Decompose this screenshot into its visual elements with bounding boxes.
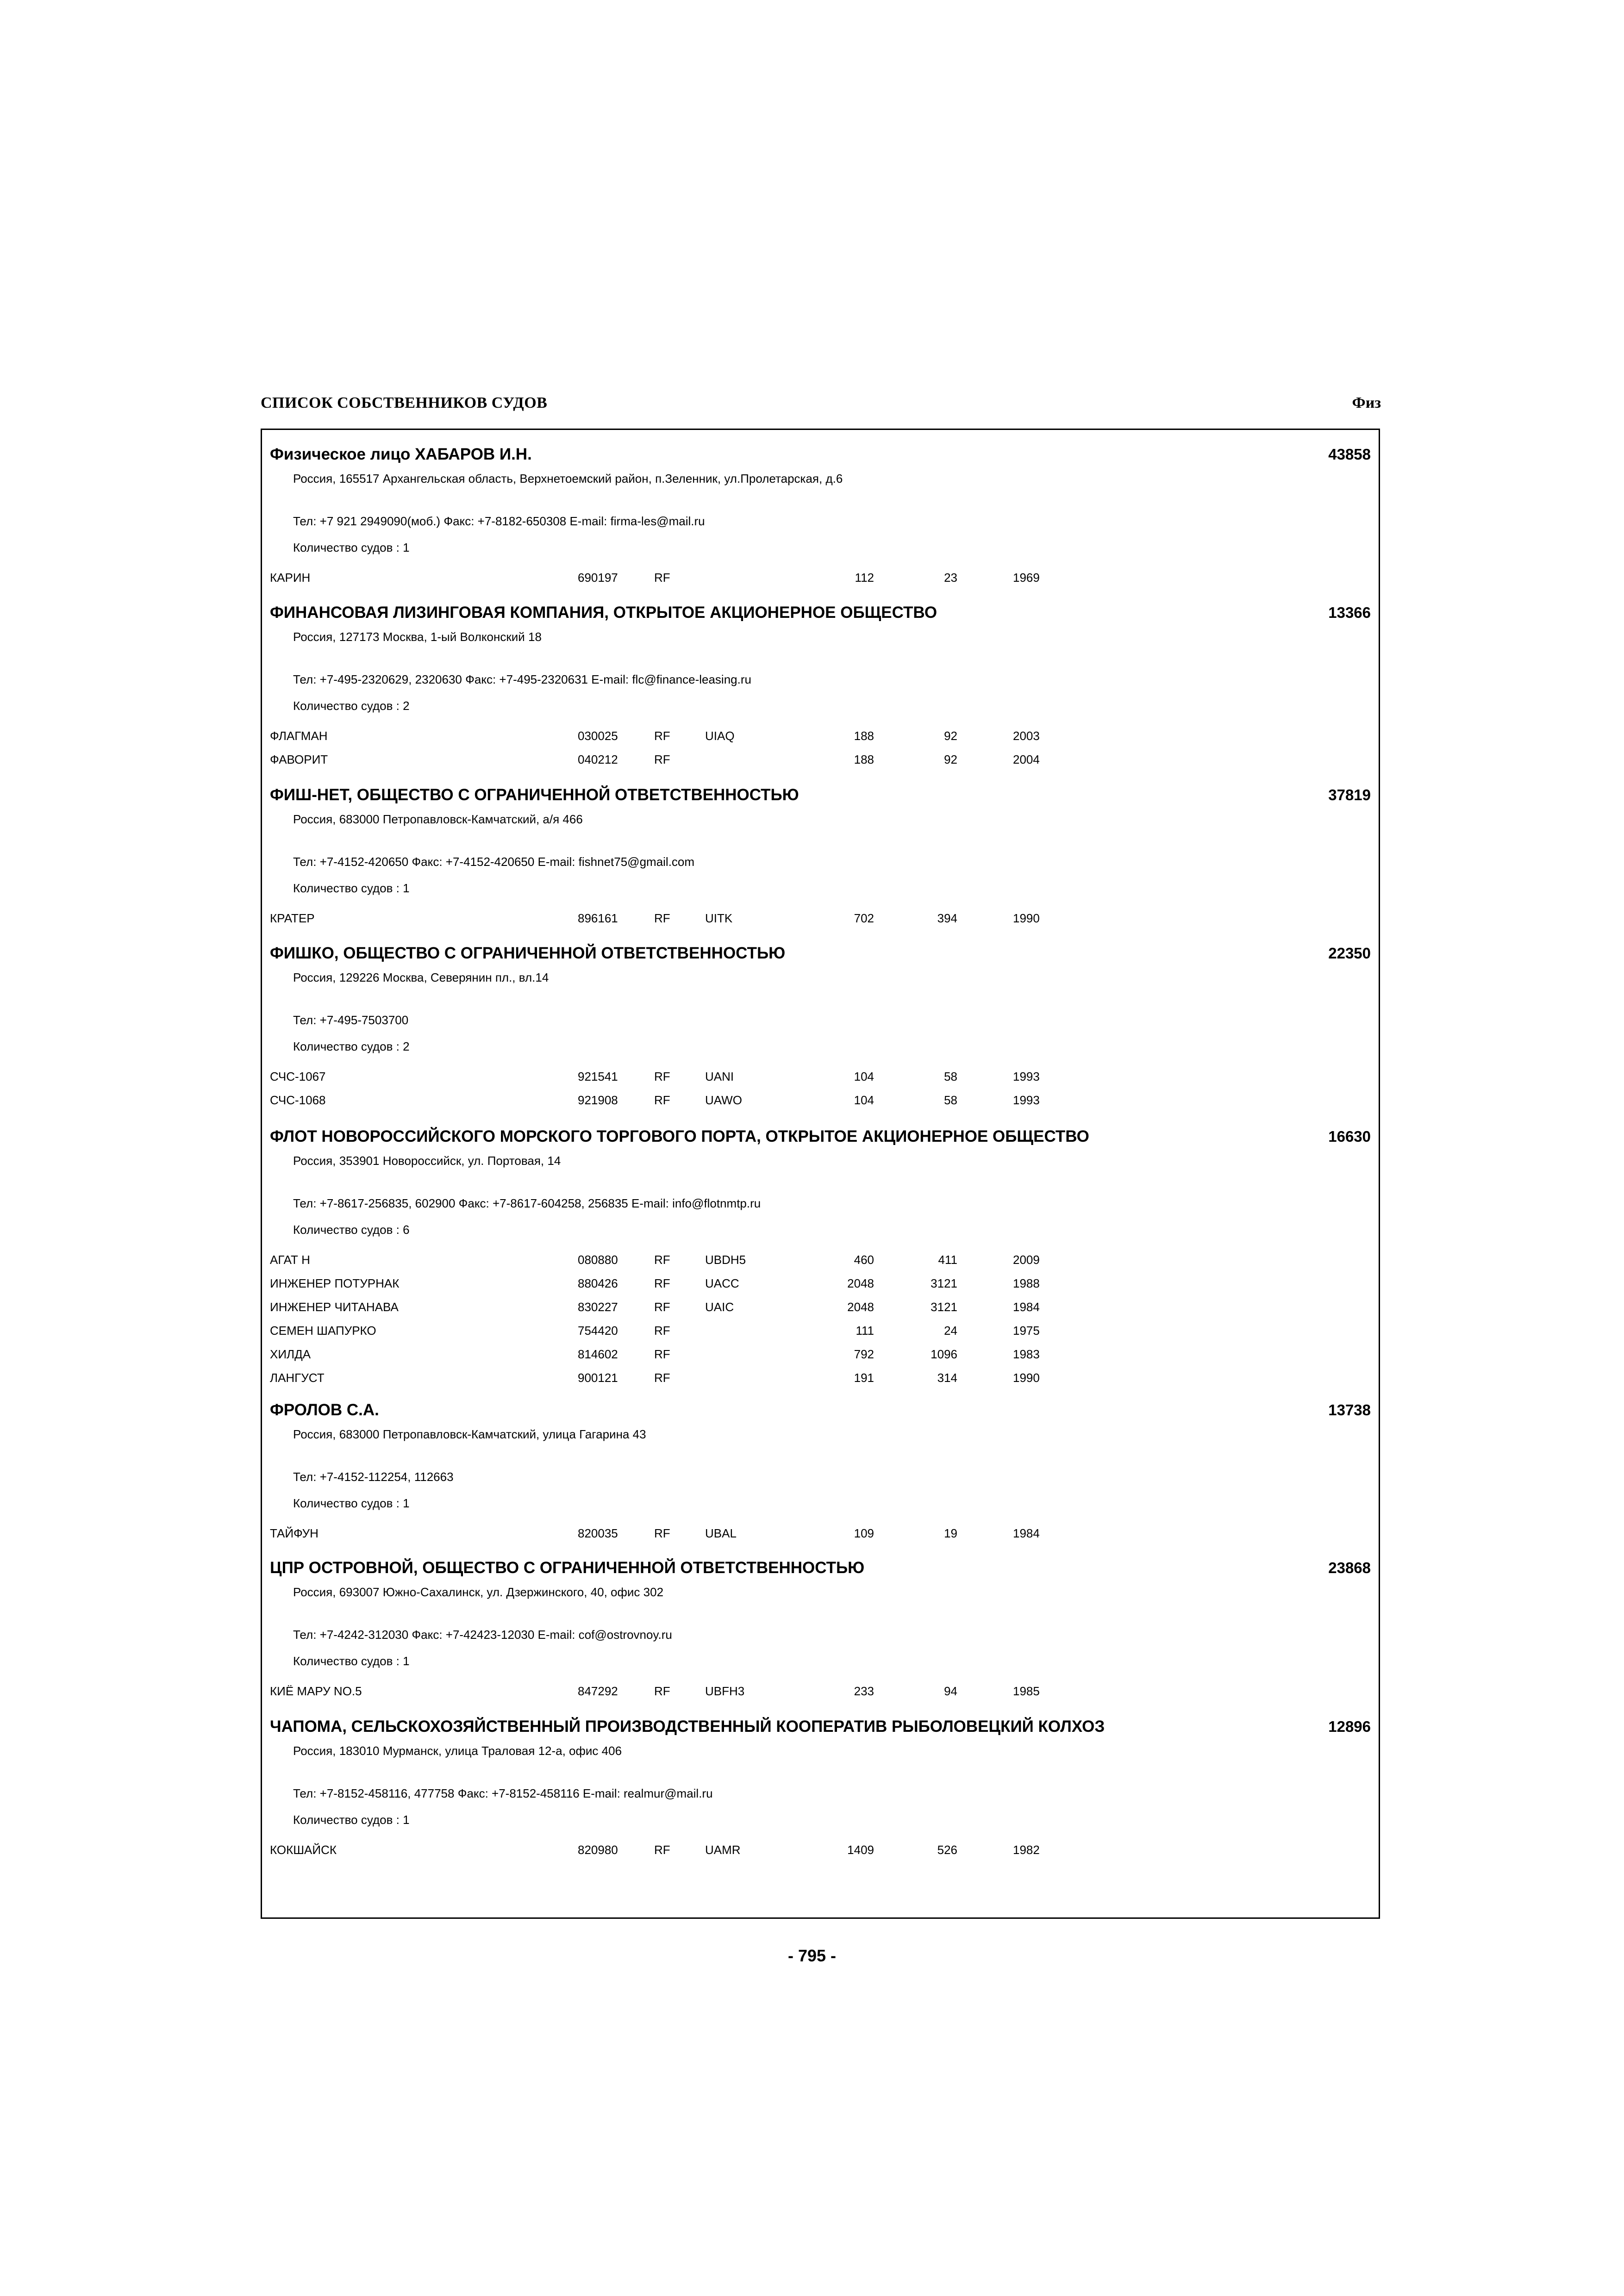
vessel-dw: 411 xyxy=(938,1253,957,1267)
vessel-count: Количество судов : 2 xyxy=(293,1039,410,1053)
vessel-call: UANI xyxy=(705,1070,734,1083)
vessel-count: Количество судов : 1 xyxy=(293,1813,410,1827)
vessel-dw: 92 xyxy=(944,729,957,743)
vessel-dw: 94 xyxy=(944,1684,957,1698)
vessel-year: 1993 xyxy=(1013,1070,1040,1083)
owner-contacts: Тел: +7 921 2949090(моб.) Факс: +7-8182-650308 E-mail: firma-les@mail.ru xyxy=(293,514,705,528)
vessel-year: 1990 xyxy=(1013,911,1040,925)
vessel-count: Количество судов : 1 xyxy=(293,881,410,895)
vessel-dw: 314 xyxy=(937,1371,957,1385)
vessel-year: 1988 xyxy=(1013,1276,1040,1290)
vessel-year: 2003 xyxy=(1013,729,1040,743)
vessel-name: КРАТЕР xyxy=(270,911,315,925)
owner-name: ФРОЛОВ С.А. xyxy=(270,1401,379,1419)
vessel-gt: 112 xyxy=(855,571,874,585)
vessel-count: Количество судов : 1 xyxy=(293,541,410,554)
vessel-name: КИЁ МАРУ NO.5 xyxy=(270,1684,362,1698)
vessel-flag: RF xyxy=(654,1070,670,1083)
vessel-gt: 2048 xyxy=(847,1276,874,1290)
vessel-call: UAMR xyxy=(705,1843,741,1857)
vessel-gt: 188 xyxy=(854,753,874,766)
owner-name: ФЛОТ НОВОРОССИЙСКОГО МОРСКОГО ТОРГОВОГО ПОРТА, ОТКРЫТОЕ АКЦИОНЕРНОЕ ОБЩЕСТВО xyxy=(270,1127,1089,1145)
owner-name: ЧАПОМА, СЕЛЬСКОХОЗЯЙСТВЕННЫЙ ПРОИЗВОДСТВЕННЫЙ КООПЕРАТИВ РЫБОЛОВЕЦКИЙ КОЛХОЗ xyxy=(270,1717,1105,1736)
owner-name: ЦПР ОСТРОВНОЙ, ОБЩЕСТВО С ОГРАНИЧЕННОЙ ОТВЕТСТВЕННОСТЬЮ xyxy=(270,1559,865,1577)
vessel-imo: 690197 xyxy=(578,571,618,585)
vessel-name: ФАВОРИТ xyxy=(270,753,328,766)
vessel-name: ХИЛДА xyxy=(270,1347,311,1361)
vessel-name: ЛАНГУСТ xyxy=(270,1371,325,1385)
owner-heading xyxy=(270,603,1371,623)
vessel-flag: RF xyxy=(654,1843,670,1857)
vessel-name: ИНЖЕНЕР ПОТУРНАК xyxy=(270,1276,400,1290)
owner-contacts: Тел: +7-8152-458116, 477758 Факс: +7-8152-458116 E-mail: realmur@mail.ru xyxy=(293,1786,713,1800)
vessel-dw: 58 xyxy=(944,1070,957,1083)
vessel-dw: 394 xyxy=(937,911,957,925)
vessel-flag: RF xyxy=(654,1253,670,1267)
vessel-imo: 880426 xyxy=(578,1276,618,1290)
owner-id: 43858 xyxy=(1328,446,1371,463)
vessel-gt: 233 xyxy=(854,1684,874,1698)
owner-contacts: Тел: +7-495-2320629, 2320630 Факс: +7-495-2320631 E-mail: flc@finance-leasing.ru xyxy=(293,672,751,686)
owner-address: Россия, 129226 Москва, Северянин пл., вл.14 xyxy=(293,971,549,984)
owner-heading xyxy=(270,1126,1371,1147)
owner-id: 16630 xyxy=(1328,1128,1371,1145)
vessel-count: Количество судов : 2 xyxy=(293,699,410,713)
vessel-dw: 24 xyxy=(944,1324,957,1338)
vessel-gt: 111 xyxy=(856,1324,874,1338)
owner-contacts: Тел: +7-8617-256835, 602900 Факс: +7-8617-604258, 256835 E-mail: info@flotnmtp.ru xyxy=(293,1196,761,1210)
vessel-name: СЕМЕН ШАПУРКО xyxy=(270,1324,376,1338)
page-title: СПИСОК СОБСТВЕННИКОВ СУДОВ xyxy=(261,394,548,411)
owner-name: ФИНАНСОВАЯ ЛИЗИНГОВАЯ КОМПАНИЯ, ОТКРЫТОЕ АКЦИОНЕРНОЕ ОБЩЕСТВО xyxy=(270,604,937,622)
vessel-dw: 3121 xyxy=(931,1276,957,1290)
vessel-call: UBAL xyxy=(705,1526,737,1540)
vessel-imo: 030025 xyxy=(578,729,618,743)
vessel-dw: 1096 xyxy=(931,1347,957,1361)
vessel-gt: 1409 xyxy=(847,1843,874,1857)
owner-address: Россия, 183010 Мурманск, улица Траловая 12-а, офис 406 xyxy=(293,1744,622,1758)
vessel-flag: RF xyxy=(654,911,670,925)
vessel-year: 1984 xyxy=(1013,1300,1040,1314)
vessel-imo: 830227 xyxy=(578,1300,618,1314)
vessel-imo: 754420 xyxy=(578,1324,618,1338)
vessel-gt: 2048 xyxy=(847,1300,874,1314)
owner-contacts: Тел: +7-4152-420650 Факс: +7-4152-420650 E-mail: fishnet75@gmail.com xyxy=(293,855,695,869)
vessel-year: 1975 xyxy=(1013,1324,1040,1338)
vessel-name: КАРИН xyxy=(270,571,311,585)
owner-heading xyxy=(270,785,1371,805)
owner-address: Россия, 353901 Новороссийск, ул. Портовая, 14 xyxy=(293,1154,561,1168)
vessel-call: UBDH5 xyxy=(705,1253,746,1267)
owner-name: ФИШКО, ОБЩЕСТВО С ОГРАНИЧЕННОЙ ОТВЕТСТВЕННОСТЬЮ xyxy=(270,944,786,962)
vessel-flag: RF xyxy=(654,753,670,766)
vessel-flag: RF xyxy=(654,1526,670,1540)
vessel-imo: 921541 xyxy=(578,1070,618,1083)
vessel-year: 1982 xyxy=(1013,1843,1040,1857)
vessel-count: Количество судов : 1 xyxy=(293,1654,410,1668)
vessel-flag: RF xyxy=(654,1371,670,1385)
vessel-count: Количество судов : 1 xyxy=(293,1496,410,1510)
vessel-flag: RF xyxy=(654,571,670,585)
owner-id: 12896 xyxy=(1328,1718,1371,1735)
vessel-gt: 104 xyxy=(854,1093,874,1107)
vessel-flag: RF xyxy=(654,1093,670,1107)
vessel-imo: 921908 xyxy=(578,1093,618,1107)
vessel-call: UAWO xyxy=(705,1093,742,1107)
vessel-imo: 040212 xyxy=(578,753,618,766)
vessel-imo: 847292 xyxy=(578,1684,618,1698)
vessel-name: АГАТ Н xyxy=(270,1253,310,1267)
owner-address: Россия, 683000 Петропавловск-Камчатский, а/я 466 xyxy=(293,812,583,826)
vessel-flag: RF xyxy=(654,729,670,743)
vessel-name: СЧС-1067 xyxy=(270,1070,326,1083)
owner-heading xyxy=(270,444,1371,465)
vessel-year: 1985 xyxy=(1013,1684,1040,1698)
owner-address: Россия, 693007 Южно-Сахалинск, ул. Дзержинского, 40, офис 302 xyxy=(293,1585,664,1599)
vessel-call: UITK xyxy=(705,911,733,925)
vessel-call: UBFH3 xyxy=(705,1684,745,1698)
vessel-imo: 820980 xyxy=(578,1843,618,1857)
owners-list xyxy=(261,429,1380,1919)
owner-heading xyxy=(270,1717,1371,1737)
vessel-gt: 109 xyxy=(854,1526,874,1540)
vessel-imo: 814602 xyxy=(578,1347,618,1361)
vessel-flag: RF xyxy=(654,1347,670,1361)
owner-id: 13738 xyxy=(1328,1401,1371,1419)
vessel-gt: 792 xyxy=(854,1347,874,1361)
vessel-name: ТАЙФУН xyxy=(270,1526,319,1540)
vessel-dw: 23 xyxy=(944,571,957,585)
vessel-gt: 460 xyxy=(854,1253,874,1267)
owner-id: 13366 xyxy=(1328,604,1371,621)
vessel-imo: 896161 xyxy=(578,911,618,925)
vessel-gt: 104 xyxy=(854,1070,874,1083)
owner-heading xyxy=(270,943,1371,964)
owner-heading xyxy=(270,1400,1371,1420)
vessel-flag: RF xyxy=(654,1684,670,1698)
vessel-flag: RF xyxy=(654,1300,670,1314)
vessel-dw: 19 xyxy=(944,1526,957,1540)
vessel-imo: 900121 xyxy=(578,1371,618,1385)
owner-address: Россия, 127173 Москва, 1-ый Волконский 18 xyxy=(293,630,542,644)
vessel-year: 2009 xyxy=(1013,1253,1040,1267)
vessel-year: 1993 xyxy=(1013,1093,1040,1107)
section-tag: Физ xyxy=(1352,394,1381,411)
vessel-dw: 92 xyxy=(944,753,957,766)
vessel-gt: 191 xyxy=(854,1371,874,1385)
owner-heading xyxy=(270,1558,1371,1578)
vessel-flag: RF xyxy=(654,1324,670,1338)
vessel-call: UAIC xyxy=(705,1300,734,1314)
owner-contacts: Тел: +7-4242-312030 Факс: +7-42423-12030 E-mail: cof@ostrovnoy.ru xyxy=(293,1628,672,1642)
vessel-name: КОКШАЙСК xyxy=(270,1843,337,1857)
vessel-name: ФЛАГМАН xyxy=(270,729,328,743)
vessel-gt: 188 xyxy=(854,729,874,743)
vessel-year: 1969 xyxy=(1013,571,1040,585)
owner-name: Физическое лицо ХАБАРОВ И.Н. xyxy=(270,445,532,463)
vessel-year: 1983 xyxy=(1013,1347,1040,1361)
vessel-dw: 526 xyxy=(937,1843,957,1857)
vessel-imo: 820035 xyxy=(578,1526,618,1540)
owner-address: Россия, 165517 Архангельская область, Верхнетоемский район, п.Зеленник, ул.Пролетарская, д.6 xyxy=(293,472,843,485)
owner-id: 23868 xyxy=(1328,1559,1371,1576)
vessel-call: UIAQ xyxy=(705,729,735,743)
owner-name: ФИШ-НЕТ, ОБЩЕСТВО С ОГРАНИЧЕННОЙ ОТВЕТСТВЕННОСТЬЮ xyxy=(270,786,799,804)
owner-contacts: Тел: +7-495-7503700 xyxy=(293,1013,409,1027)
owner-contacts: Тел: +7-4152-112254, 112663 xyxy=(293,1470,454,1484)
vessel-call: UACC xyxy=(705,1276,739,1290)
vessel-name: СЧС-1068 xyxy=(270,1093,326,1107)
vessel-year: 1990 xyxy=(1013,1371,1040,1385)
vessel-flag: RF xyxy=(654,1276,670,1290)
vessel-dw: 3121 xyxy=(931,1300,957,1314)
owner-address: Россия, 683000 Петропавловск-Камчатский, улица Гагарина 43 xyxy=(293,1427,646,1441)
vessel-dw: 58 xyxy=(944,1093,957,1107)
owner-id: 22350 xyxy=(1328,945,1371,962)
vessel-year: 1984 xyxy=(1013,1526,1040,1540)
vessel-year: 2004 xyxy=(1013,753,1040,766)
vessel-gt: 702 xyxy=(854,911,874,925)
owner-id: 37819 xyxy=(1328,786,1371,803)
vessel-name: ИНЖЕНЕР ЧИТАНАВА xyxy=(270,1300,399,1314)
page-number: - 795 - xyxy=(787,1946,837,1965)
vessel-imo: 080880 xyxy=(578,1253,618,1267)
vessel-count: Количество судов : 6 xyxy=(293,1223,410,1237)
